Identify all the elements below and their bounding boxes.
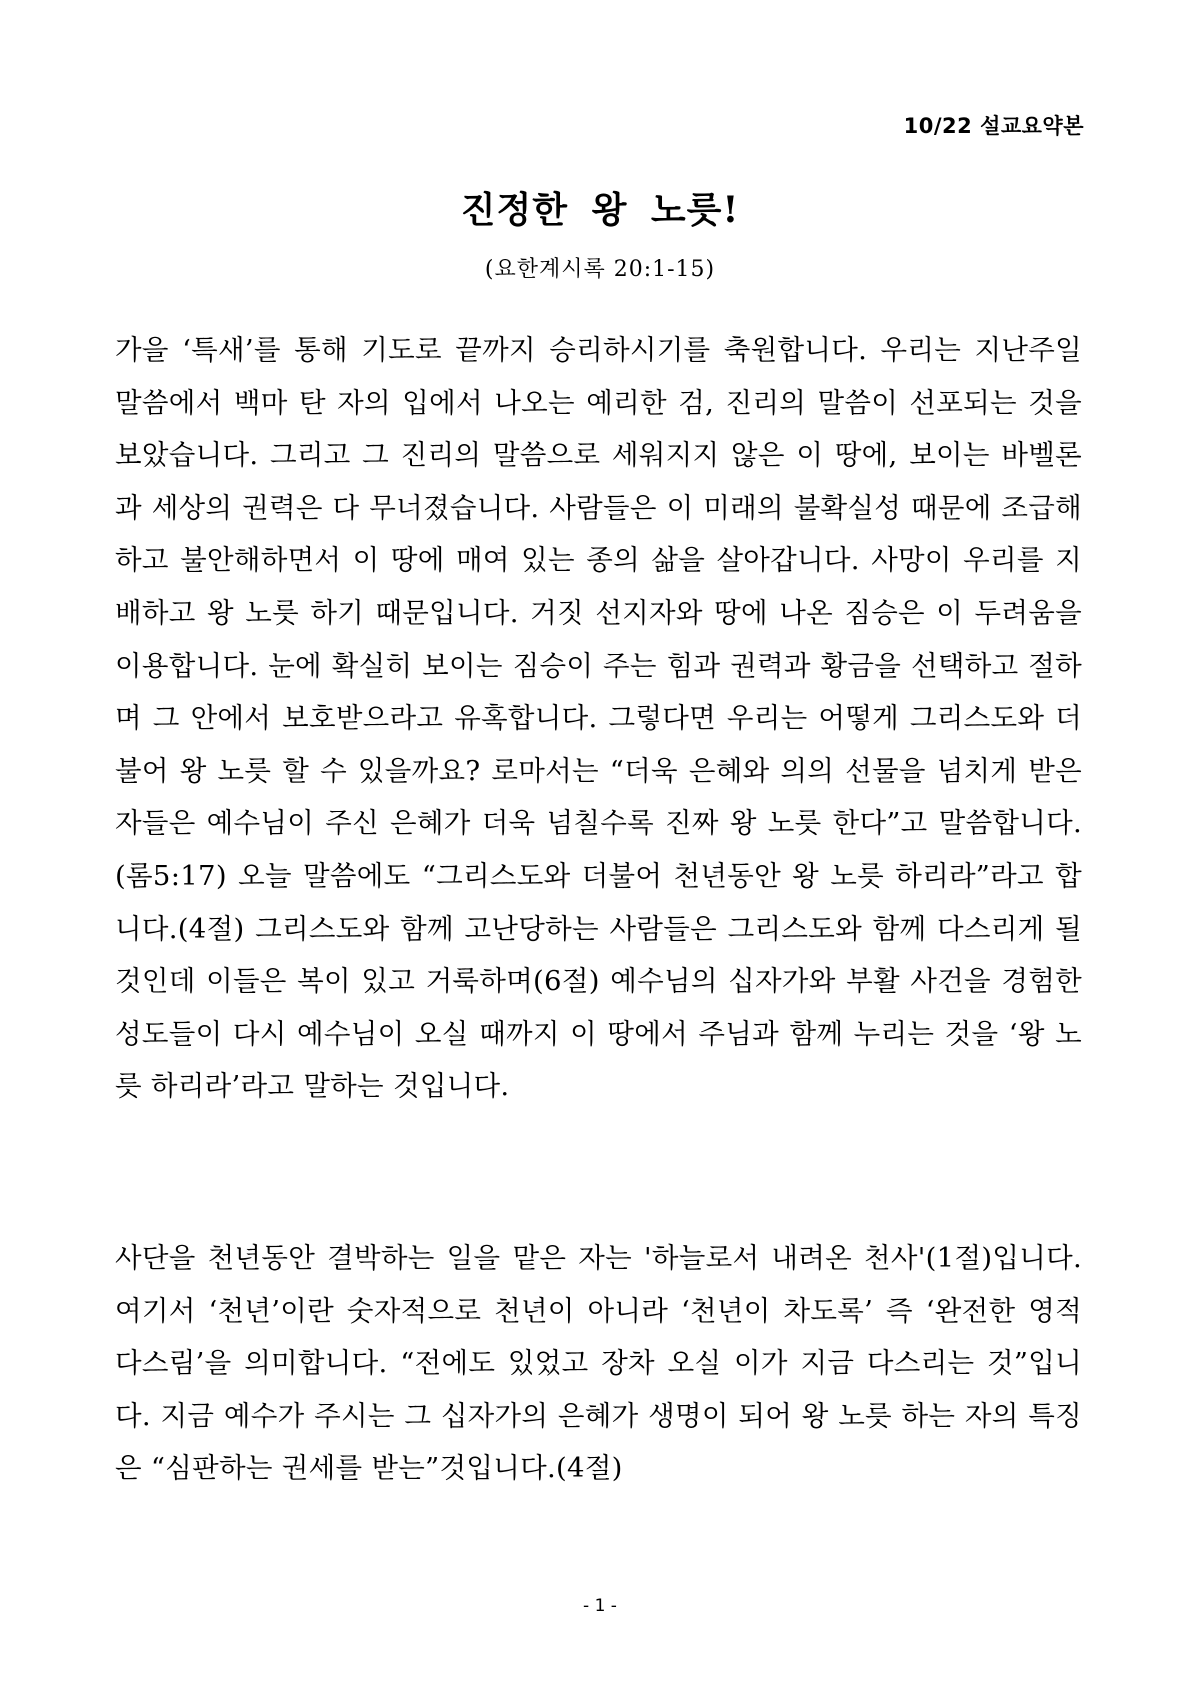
scripture-reference: (요한계시록 20:1-15): [484, 257, 716, 282]
body-paragraph-1: 가을 ‘특새’를 통해 기도로 끝까지 승리하시기를 축원합니다. 우리는 지난주일 말씀에서 백마 탄 자의 입에서 나오는 예리한 검, 진리의 말씀이 선포되는 것을 보았습니다. 그리고 그 진리의 말씀으로 세워지지 않은 이 땅에, 보이는 바벨론과 세상의 권력은 다 무너졌습니다. 사람들은 이 미래의 불확실성 때문에 조급해하고 불안해하면서 이 땅에 매여 있는 종의 삶을 살아갑니다. 사망이 우리를 지배하고 왕 노릇 하기 때문입니다. 거짓 선지자와 땅에 나온 짐승은 이 두려움을 이용합니다. 눈에 확실히 보이는 짐승이 주는 힘과 권력과 황금을 선택하고 절하며 그 안에서 보호받으라고 유혹합니다. 그렇다면 우리는 어떻게 그리스도와 더불어 왕 노릇 할 수 있을까요? 로마서는 “더욱 은혜와 의의 선물을 넘치게 받은 자들은 예수님이 주신 은혜가 더욱 넘칠수록 진짜 왕 노릇 한다”고 말씀합니다.(롬5:17) 오늘 말씀에도 “그리스도와 더불어 천년동안 왕 노릇 하리라”라고 합니다.(4절) 그리스도와 함께 고난당하는 사람들은 그리스도와 함께 다스리게 될 것인데 이들은 복이 있고 거룩하며(6절) 예수님의 십자가와 부활 사건을 경험한 성도들이 다시 예수님이 오실 때까지 이 땅에서 주님과 함께 누리는 것을 ‘왕 노릇 하리라’라고 말하는 것입니다.: [115, 334, 1082, 1103]
body-paragraph-2: 사단을 천년동안 결박하는 일을 맡은 자는 '하늘로서 내려온 천사'(1절)입니다. 여기서 ‘천년’이란 숫자적으로 천년이 아니라 ‘천년이 차도록’ 즉 ‘완전한 영적 다스림’을 의미합니다. “전에도 있었고 장차 오실 이가 지금 다스리는 것”입니다. 지금 예수가 주시는 그 십자가의 은혜가 생명이 되어 왕 노릇 하는 자의 특징은 “심판하는 권세를 받는”것입니다.(4절): [115, 1242, 1082, 1485]
sermon-title: 진정한 왕 노릇!: [460, 189, 740, 231]
header-date-label: 10/22 설교요약본: [903, 114, 1084, 138]
page-number: - 1 -: [583, 1596, 617, 1616]
